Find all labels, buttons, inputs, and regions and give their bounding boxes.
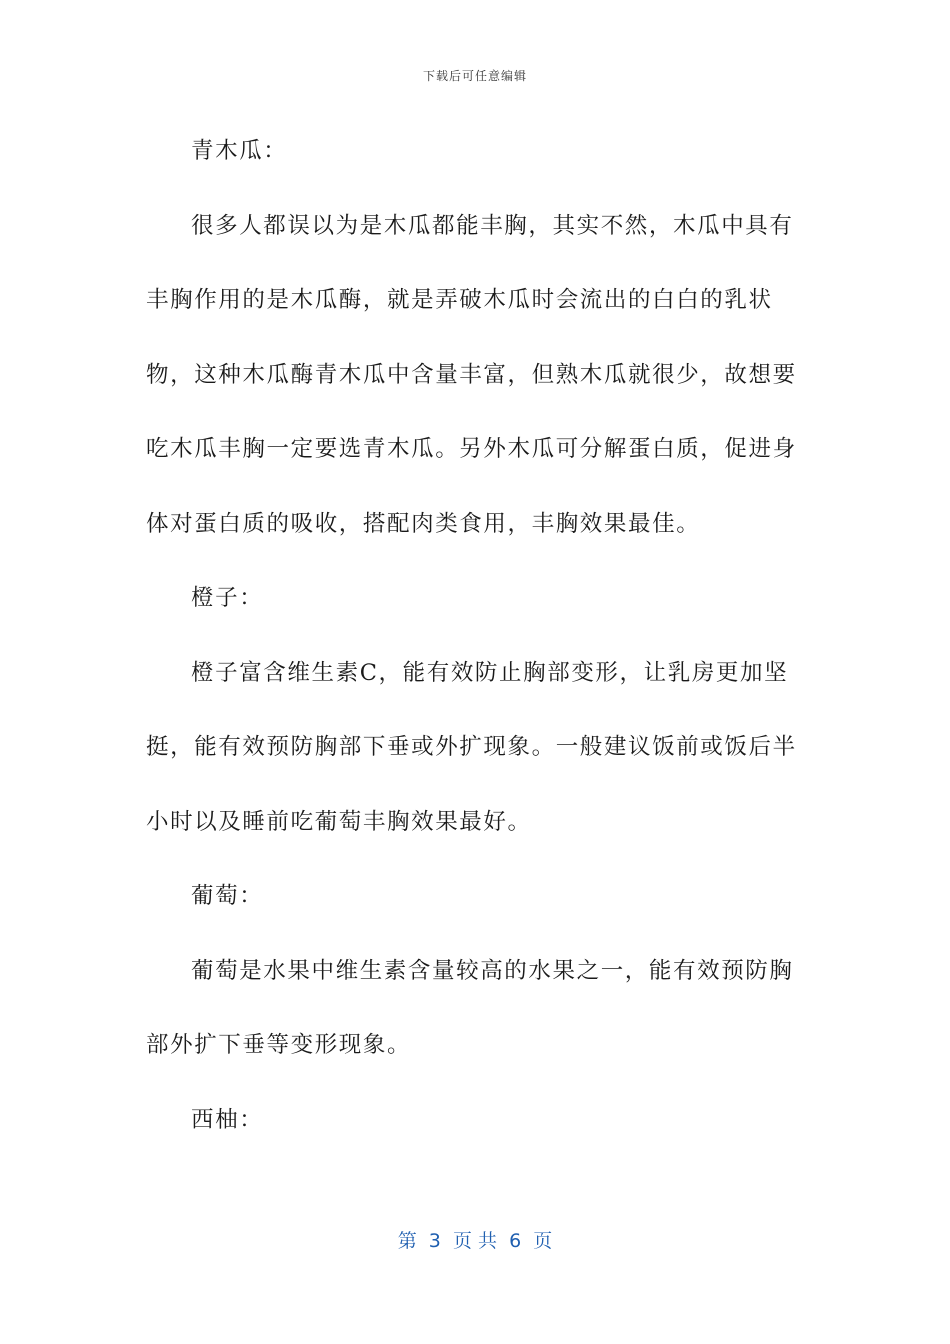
paragraph-orange: 橙子富含维生素C，能有效防止胸部变形，让乳房更加坚挺，能有效预防胸部下垂或外扩现象。一般建议饭前或饭后半小时以及睡前吃葡萄丰胸效果最好。: [146, 659, 797, 835]
heading-grape: 葡萄：: [191, 883, 264, 909]
header-note: 下载后可任意编辑: [422, 69, 527, 83]
heading-orange: 橙子：: [191, 585, 264, 611]
paragraph-grape: 葡萄是水果中维生素含量较高的水果之一，能有效预防胸部外扩下垂等变形现象。: [146, 957, 794, 1058]
page-number: 第 3 页 共 6 页: [397, 1230, 553, 1252]
document-body: [146, 114, 806, 1157]
heading-grapefruit: 西柚：: [191, 1106, 264, 1133]
paragraph-green-papaya: 很多人都误以为是木瓜都能丰胸，其实不然，木瓜中具有丰胸作用的是木瓜酶，就是弄破木瓜时会流出的白白的乳状物，这种木瓜酶青木瓜中含量丰富，但熟木瓜就很少，故想要吃木瓜丰胸一定要选青木瓜。另外木瓜可分解蛋白质，促进身体对蛋白质的吸收，搭配肉类食用，丰胸效果最佳。: [146, 212, 797, 537]
heading-green-papaya: 青木瓜：: [191, 138, 288, 164]
